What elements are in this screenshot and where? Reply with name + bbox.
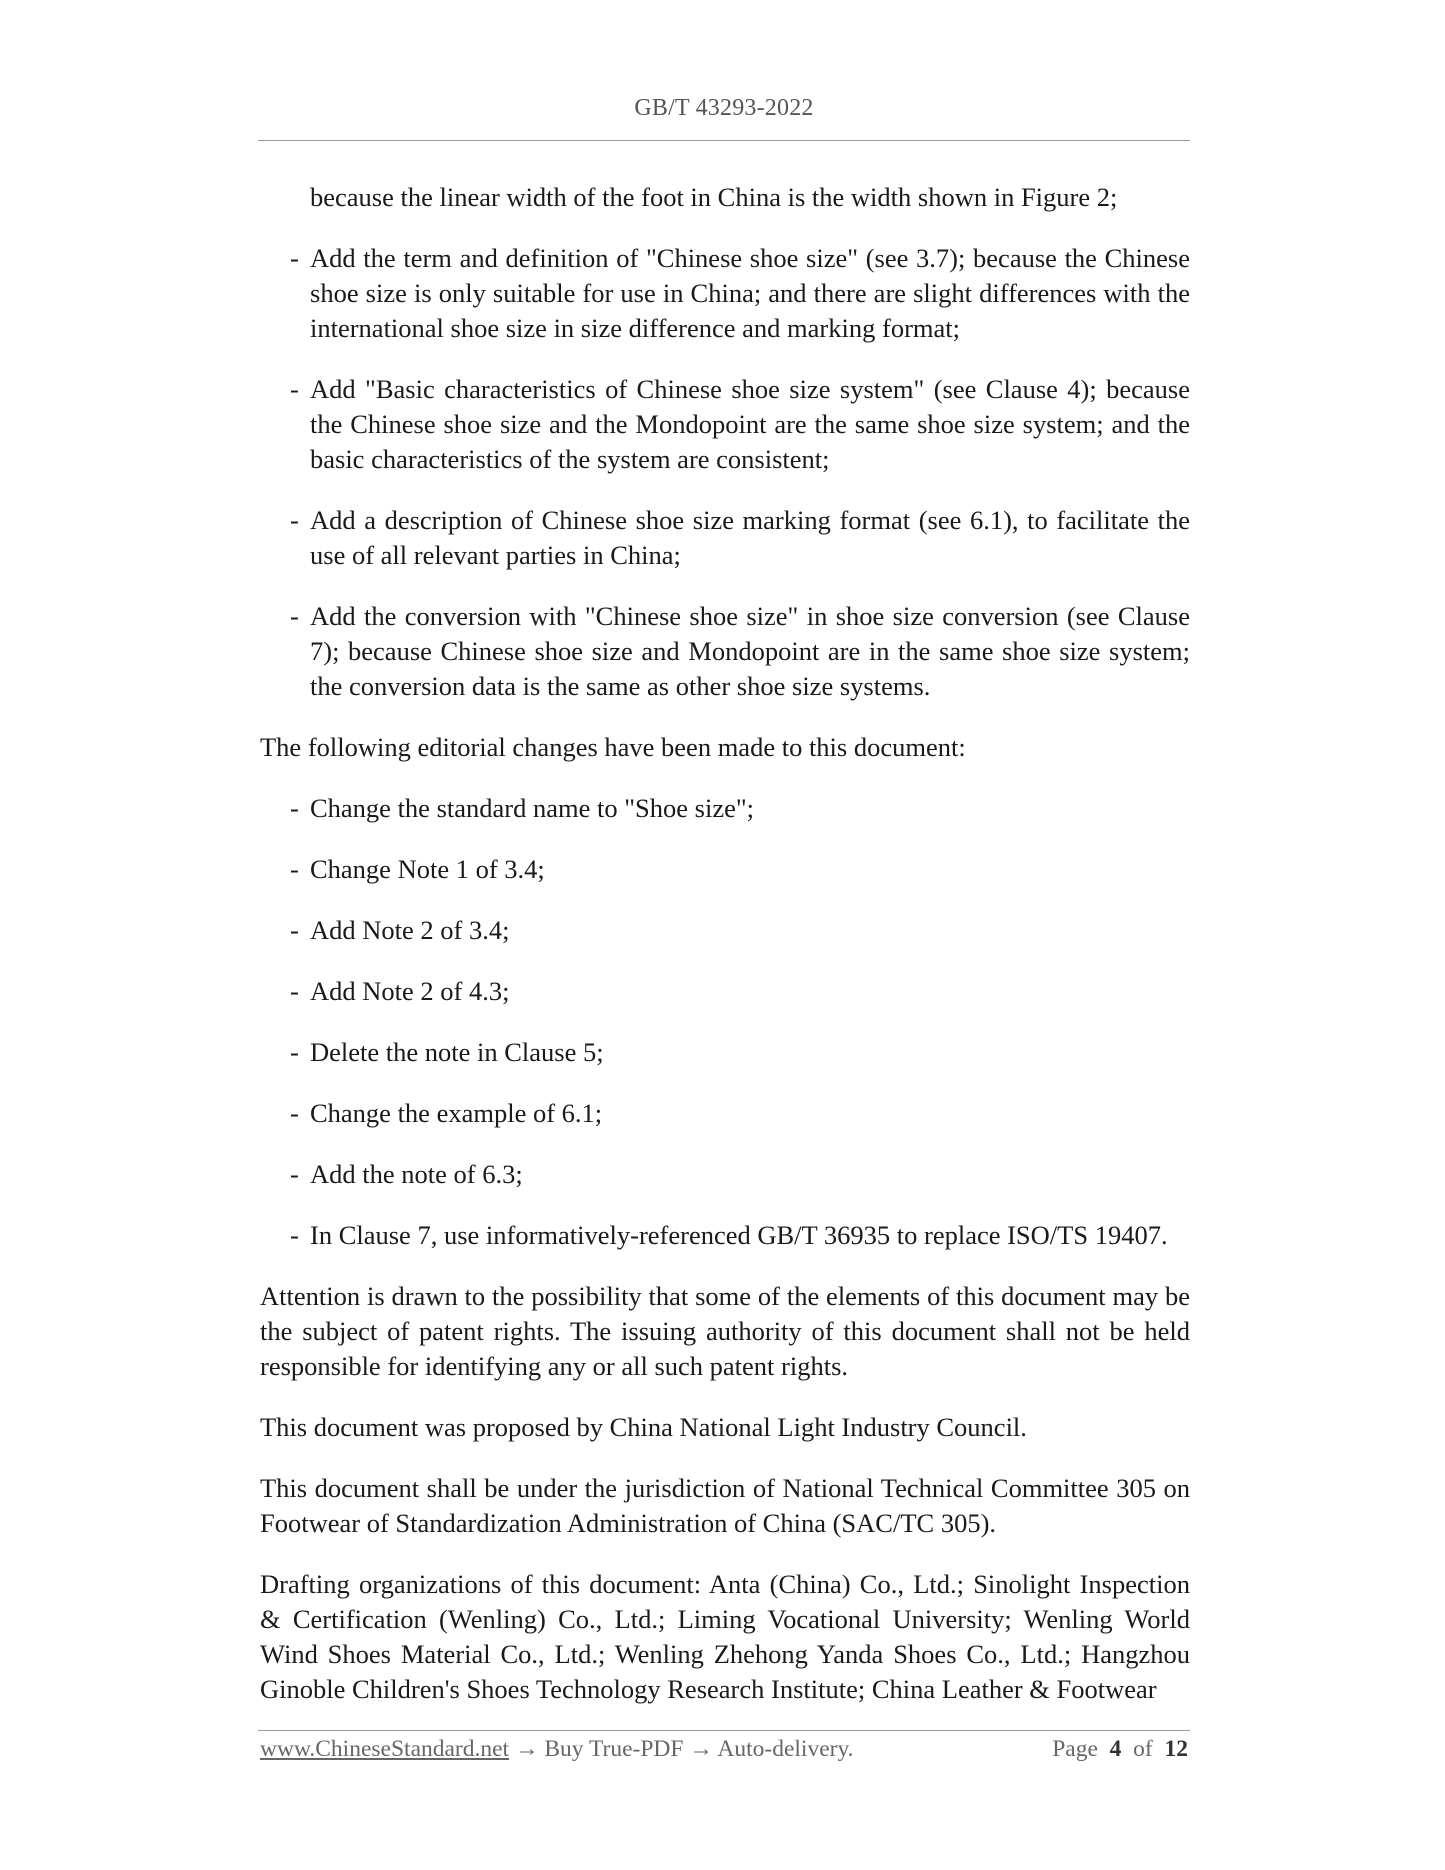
technical-change-item: - Add the conversion with "Chinese shoe size" in shoe size conversion (see Clause 7); because Chinese shoe size and Mondopoint are in the same shoe size system; the conversion data is the same as other shoe size systems. [290, 601, 1190, 701]
editorial-change-item: - Delete the note in Clause 5; [290, 1037, 604, 1067]
page-label: Page [1052, 1736, 1098, 1762]
editorial-change-item: - Add Note 2 of 4.3; [290, 976, 510, 1006]
total-pages-number: 12 [1164, 1736, 1188, 1762]
editorial-change-text: In Clause 7, use informatively-referenced GB/T 36935 to replace ISO/TS 19407. [310, 1220, 1168, 1250]
proposed-by: This document was proposed by China National Light Industry Council. [260, 1412, 1027, 1442]
editorial-change-item: - Change the standard name to "Shoe size"; [290, 793, 755, 823]
editorial-change-item: - In Clause 7, use informatively-referenced GB/T 36935 to replace ISO/TS 19407. [290, 1220, 1168, 1250]
editorial-change-text: Add Note 2 of 3.4; [310, 915, 510, 945]
editorial-change-item: - Change Note 1 of 3.4; [290, 854, 545, 884]
editorial-change-item: - Change the example of 6.1; [290, 1098, 603, 1128]
footer-divider [258, 1730, 1190, 1731]
editorial-change-item: - Add the note of 6.3; [290, 1159, 523, 1189]
current-page-number: 4 [1109, 1736, 1122, 1762]
technical-change-item: - Add a description of Chinese shoe size marking format (see 6.1), to facilitate the use of all relevant parties in China; [290, 505, 1190, 570]
technical-change-text: Add the term and definition of "Chinese shoe size" (see 3.7); because the Chinese shoe size is only suitable for use in China; and there are slight differences with the international shoe size in size difference and marking format; [310, 243, 1190, 343]
editorial-change-text: Add Note 2 of 4.3; [310, 976, 510, 1006]
chinese-standard-link[interactable]: www.ChineseStandard.net [260, 1736, 510, 1762]
editorial-intro: The following editorial changes have been made to this document: [260, 732, 966, 762]
document-id-header: GB/T 43293-2022 [634, 95, 814, 121]
technical-change-text: Add a description of Chinese shoe size marking format (see 6.1), to facilitate the use of all relevant parties in China; [310, 505, 1190, 570]
page-indicator [1052, 1736, 1188, 1763]
footer-promo-text: → Buy True-PDF → Auto-delivery. [509, 1736, 854, 1762]
editorial-change-text: Add the note of 6.3; [310, 1159, 523, 1189]
technical-change-text: Add the conversion with "Chinese shoe size" in shoe size conversion (see Clause 7); because Chinese shoe size and Mondopoint are in the same shoe size system; the conversion data is the same as other shoe size systems. [310, 601, 1190, 701]
header-divider [258, 140, 1190, 141]
editorial-change-text: Change the example of 6.1; [310, 1098, 603, 1128]
editorial-change-text: Change the standard name to "Shoe size"; [310, 793, 755, 823]
technical-change-text: Add "Basic characteristics of Chinese shoe size system" (see Clause 4); because the Chinese shoe size and the Mondopoint are the same shoe size system; and the basic characteristics of the system are consistent; [310, 374, 1190, 474]
of-label: of [1133, 1736, 1153, 1762]
patent-notice: Attention is drawn to the possibility that some of the elements of this document may be the subject of patent rights. The issuing authority of this document shall not be held responsible for identifying any or all such patent rights. [260, 1281, 1190, 1381]
editorial-change-text: Change Note 1 of 3.4; [310, 854, 545, 884]
drafting-organizations: Drafting organizations of this document: Anta (China) Co., Ltd.; Sinolight Inspection & Certification (Wenling) Co., Ltd.; Liming Vocational University; Wenling World Wind Shoes Material Co., Ltd.; Wenling Zhehong Yanda Shoes Co., Ltd.; Hangzhou Ginoble Children's Shoes Technology Research Institute; China Leather & Footwear [260, 1569, 1190, 1704]
footer-promo [260, 1736, 854, 1763]
editorial-change-item: - Add Note 2 of 3.4; [290, 915, 510, 945]
jurisdiction: This document shall be under the jurisdiction of National Technical Committee 305 on Footwear of Standardization Administration of China (SAC/TC 305). [260, 1473, 1190, 1538]
continuation-text: because the linear width of the foot in China is the width shown in Figure 2; [310, 182, 1118, 212]
document-body [260, 180, 1190, 1733]
technical-change-item: - Add the term and definition of "Chinese shoe size" (see 3.7); because the Chinese shoe size is only suitable for use in China; and there are slight differences with the international shoe size in size difference and marking format; [290, 243, 1190, 343]
editorial-change-text: Delete the note in Clause 5; [310, 1037, 604, 1067]
technical-change-item: - Add "Basic characteristics of Chinese shoe size system" (see Clause 4); because the Chinese shoe size and the Mondopoint are the same shoe size system; and the basic characteristics of the system are consistent; [290, 374, 1190, 474]
